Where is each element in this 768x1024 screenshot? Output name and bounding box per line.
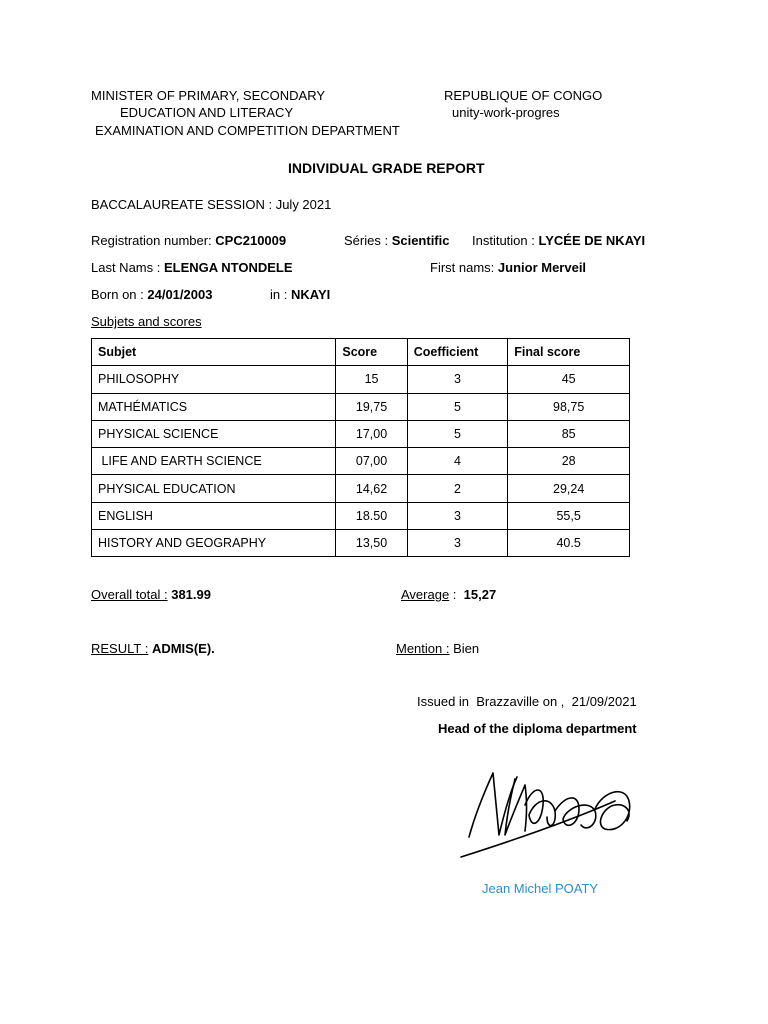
country-motto: unity-work-progres [452,105,560,120]
registration-field [91,233,286,248]
table-row [92,393,630,420]
result-label: RESULT : [91,641,149,656]
born-value: 24/01/2003 [147,287,213,302]
series-value: Scientific [391,233,450,248]
born-field [91,287,212,302]
cell-subject: PHYSICAL SCIENCE [92,420,336,447]
born-label: Born on : [91,287,148,302]
cell-coefficient: 3 [407,502,508,529]
cell-coefficient: 5 [407,393,508,420]
overall-total-label: Overall total : [91,587,168,602]
cell-score: 15 [336,366,407,393]
signatory-name: Jean Michel POATY [482,881,599,896]
cell-final: 85 [508,420,630,447]
table-row [92,420,630,447]
cell-score: 13,50 [336,530,407,557]
table-row [92,502,630,529]
country-name: REPUBLIQUE OF CONGO [444,88,603,103]
birthplace-value: NKAYI [290,287,331,302]
series-label: Séries : [344,233,392,248]
header-coefficient: Coefficient [407,339,508,366]
cell-subject: LIFE AND EARTH SCIENCE [92,448,336,475]
cell-coefficient: 3 [407,530,508,557]
average-separator: : [449,587,464,602]
firstname-value: Junior Merveil [497,260,587,275]
firstname-label: First nams: [430,260,498,275]
series-field [344,233,449,248]
institution-value: LYCÉE DE NKAYI [538,233,646,248]
cell-score: 17,00 [336,420,407,447]
table-row [92,366,630,393]
cell-final: 55,5 [508,502,630,529]
cell-coefficient: 3 [407,366,508,393]
cell-final: 28 [508,448,630,475]
session-line: BACCALAUREATE SESSION : July 2021 [91,197,332,212]
lastname-value: ELENGA NTONDELE [163,260,293,275]
registration-value: CPC210009 [215,233,287,248]
result-value: ADMIS(E). [151,641,215,656]
ministry-line-3: EXAMINATION AND COMPETITION DEPARTMENT [95,123,400,138]
cell-subject: PHILOSOPHY [92,366,336,393]
birthplace-label: in : [270,287,291,302]
cell-subject: HISTORY AND GEOGRAPHY [92,530,336,557]
lastname-field [91,260,293,275]
cell-final: 40.5 [508,530,630,557]
mention-value: Bien [453,641,480,656]
header-final-score: Final score [508,339,630,366]
table-row [92,475,630,502]
cell-final: 98,75 [508,393,630,420]
page-title: INDIVIDUAL GRADE REPORT [288,160,485,176]
lastname-label: Last Nams : [91,260,164,275]
overall-total-value: 381.99 [171,587,211,602]
issued-line: Issued in Brazzaville on , 21/09/2021 [417,694,637,709]
overall-total [91,587,211,602]
result [91,641,215,656]
cell-final: 45 [508,366,630,393]
cell-subject: PHYSICAL EDUCATION [92,475,336,502]
table-header-row [92,339,630,366]
signatory-role: Head of the diploma department [438,721,637,736]
cell-score: 14,62 [336,475,407,502]
firstname-field [430,260,586,275]
cell-score: 18.50 [336,502,407,529]
header-subject: Subjet [92,339,336,366]
scores-heading: Subjets and scores [91,314,202,329]
header-score: Score [336,339,407,366]
birthplace-field [270,287,330,302]
table-row [92,448,630,475]
average-label: Average [401,587,450,602]
cell-final: 29,24 [508,475,630,502]
cell-coefficient: 4 [407,448,508,475]
ministry-line-2: EDUCATION AND LITERACY [120,105,294,120]
cell-score: 07,00 [336,448,407,475]
handwritten-signature [455,765,645,865]
institution-field [472,233,645,248]
ministry-line-1: MINISTER OF PRIMARY, SECONDARY [91,88,326,103]
institution-label: Institution : [472,233,539,248]
cell-score: 19,75 [336,393,407,420]
cell-subject: MATHÉMATICS [92,393,336,420]
average-value: 15,27 [463,587,497,602]
mention [396,641,479,656]
average [401,587,496,602]
cell-coefficient: 5 [407,420,508,447]
cell-coefficient: 2 [407,475,508,502]
grades-table [91,338,630,557]
table-row [92,530,630,557]
mention-label: Mention : [396,641,450,656]
cell-subject: ENGLISH [92,502,336,529]
registration-label: Registration number: [91,233,216,248]
